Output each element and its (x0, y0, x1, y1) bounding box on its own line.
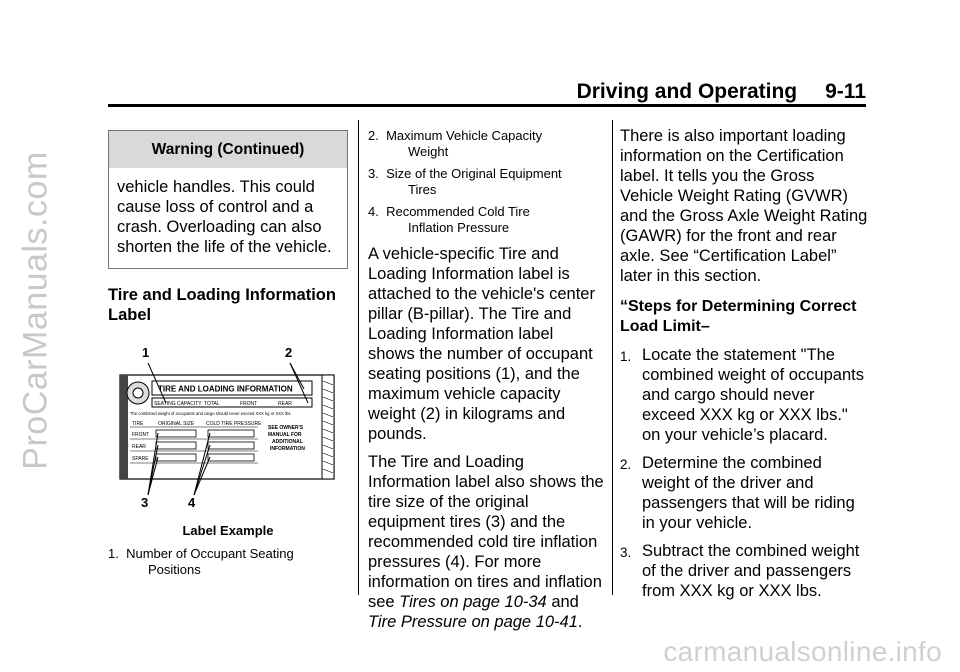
list-item: 4. Recommended Cold Tire Inflation Pressure (368, 204, 530, 235)
list-item: 3. Size of the Original Equipment Tires (368, 166, 562, 197)
header-rule (108, 104, 866, 107)
column-divider-2 (612, 120, 613, 595)
warning-body: vehicle handles. This could cause loss of control and a crash. Overloading can also shorten the life of the vehicle. (117, 178, 332, 256)
list-item: 2. Determine the combined weight of the driver and passengers that will be riding in your vehicle. (620, 454, 855, 532)
figure-caption: Label Example (182, 523, 274, 538)
legend-list-2 (368, 128, 604, 236)
svg-text:SEATING CAPACITY: SEATING CAPACITY (154, 401, 202, 407)
column-3 (620, 120, 870, 609)
steps-list (620, 345, 870, 601)
size-boxes (156, 430, 196, 461)
paragraph-certification: There is also important loading information on the Certification label. It tells you the Gross Vehicle Weight Rating (GVWR) and the Gross Axle Weight Rating (GAWR) for the front and rear axle. See “Certification Label” later in this section. (620, 127, 868, 285)
section-subheading: Tire and Loading Information Label (108, 286, 336, 324)
svg-text:MANUAL FOR: MANUAL FOR (268, 432, 302, 438)
footer-watermark: carmanualsonline.info (663, 636, 942, 667)
svg-text:TIRE: TIRE (132, 421, 144, 427)
list-item: 2. Maximum Vehicle Capacity Weight (368, 128, 543, 159)
list-item: 1. Number of Occupant Seating Positions (108, 546, 294, 577)
page-number: 9-11 (825, 80, 866, 103)
label-edge-right (322, 375, 334, 479)
svg-text:INFORMATION: INFORMATION (270, 446, 305, 452)
column-2 (368, 120, 604, 632)
page-header (108, 80, 866, 104)
paragraph-label-info: The Tire and Loading Information label also shows the tire size of the original equipment tires (3) and the recommended cold tire inflation pressures (4). For more information on tires and inflation see Tires on page 10-34 and Tire Pressure on page 10-41. (368, 453, 604, 631)
link-tires[interactable]: Tires on page 10-34 (399, 593, 547, 611)
svg-text:REAR: REAR (278, 401, 292, 407)
svg-text:TOTAL: TOTAL (204, 401, 220, 407)
tire-label-figure (108, 333, 348, 513)
list-item: 3. Subtract the combined weight of the driver and passengers from XXX kg or XXX lbs. (620, 542, 860, 600)
watermark-text: ProCarManuals.com (16, 150, 55, 470)
callout-2: 2 (285, 345, 293, 360)
paragraph-label-location: A vehicle-specific Tire and Loading Information label is attached to the vehicle's center pillar (B-pillar). The Tire and Loading Information label shows the number of occupant seating positions (1), and the maximum vehicle capacity weight (2) in kilograms and pounds. (368, 245, 595, 443)
callout-3: 3 (141, 495, 149, 510)
label-title: TIRE AND LOADING INFORMATION (158, 384, 293, 394)
section-title: Driving and Operating (576, 80, 798, 103)
link-tire-pressure[interactable]: Tire Pressure on page 10-41 (368, 613, 578, 631)
warning-title: Warning (Continued) (109, 131, 347, 168)
callout-1: 1 (142, 345, 150, 360)
callout-4: 4 (188, 495, 196, 510)
pressure-boxes (208, 430, 254, 461)
column-1 (108, 120, 348, 584)
svg-text:FRONT: FRONT (240, 401, 258, 407)
svg-text:REAR: REAR (132, 444, 146, 450)
warning-box (108, 130, 348, 269)
list-item: 1. Locate the statement "The combined weight of occupants and cargo should never exceed XXX kg or XXX lbs." on your vehicle’s placard. (620, 346, 864, 444)
svg-text:SEE OWNER'S: SEE OWNER'S (268, 425, 304, 431)
svg-text:The combined weight of occupan: The combined weight of occupants and cargo should never exceed XXX kg or XXX lbs. (130, 411, 292, 416)
legend-list-1 (108, 546, 348, 578)
svg-text:ADDITIONAL: ADDITIONAL (272, 439, 303, 445)
svg-text:SPARE: SPARE (132, 456, 149, 462)
svg-text:COLD TIRE PRESSURE: COLD TIRE PRESSURE (206, 421, 262, 427)
svg-text:FRONT: FRONT (132, 432, 150, 438)
steps-heading: “Steps for Determining Correct Load Limit– (620, 298, 857, 335)
side-watermark (0, 30, 76, 590)
svg-text:ORIGINAL SIZE: ORIGINAL SIZE (158, 421, 195, 427)
column-divider-1 (358, 120, 359, 595)
